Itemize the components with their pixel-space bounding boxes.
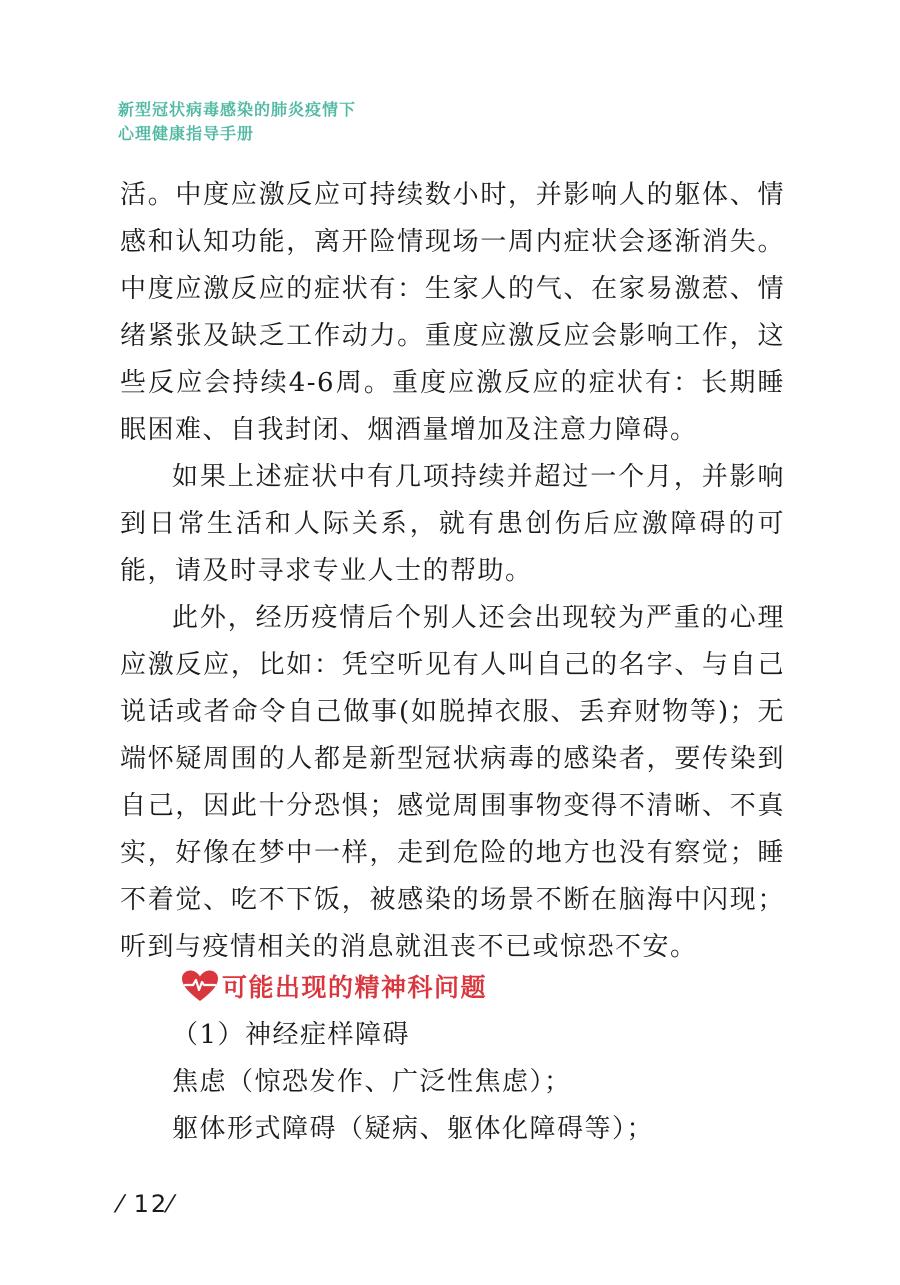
body-text <box>120 172 785 971</box>
heartbeat-icon <box>180 969 220 1003</box>
page-number: ⁄ 12⁄ <box>118 1190 175 1218</box>
paragraph-continuation: 活。中度应激反应可持续数小时，并影响人的躯体、情感和认知功能，离开险情现场一周内症状会逐渐消失。中度应激反应的症状有：生家人的气、在家易激惹、情绪紧张及缺乏工作动力。重度应激反应会影响工作，这些反应会持续4-6周。重度应激反应的症状有：长期睡眠困难、自我封闭、烟酒量增加及注意力障碍。 <box>120 180 785 445</box>
disorder-list <box>172 1012 654 1153</box>
list-item: 躯体形式障碍（疑病、躯体化障碍等）； <box>172 1114 655 1144</box>
list-item: （1）神经症样障碍 <box>172 1020 411 1050</box>
running-header <box>118 98 356 146</box>
section-heading <box>180 968 487 1004</box>
header-title-line1: 新型冠状病毒感染的肺炎疫情下 <box>118 100 357 119</box>
list-item: 焦虑（惊恐发作、广泛性焦虑）； <box>172 1067 572 1097</box>
paragraph-ptsd: 如果上述症状中有几项持续并超过一个月，并影响到日常生活和人际关系，就有患创伤后应激障碍的可能，请及时寻求专业人士的帮助。 <box>120 462 785 586</box>
section-title: 可能出现的精神科问题 <box>222 973 488 1002</box>
paragraph-severe-reaction: 此外，经历疫情后个别人还会出现较为严重的心理应激反应，比如：凭空听见有人叫自己的名字、与自己说话或者命令自己做事(如脱掉衣服、丢弃财物等)；无端怀疑周围的人都是新型冠状病毒的感染者，要传染到自己，因此十分恐惧；感觉周围事物变得不清晰、不真实，好像在梦中一样，走到危险的地方也没有察觉；睡不着觉、吃不下饭，被感染的场景不断在脑海中闪现；听到与疫情相关的消息就沮丧不已或惊恐不安。 <box>120 603 785 962</box>
header-title-line2: 心理健康指导手册 <box>118 124 255 143</box>
